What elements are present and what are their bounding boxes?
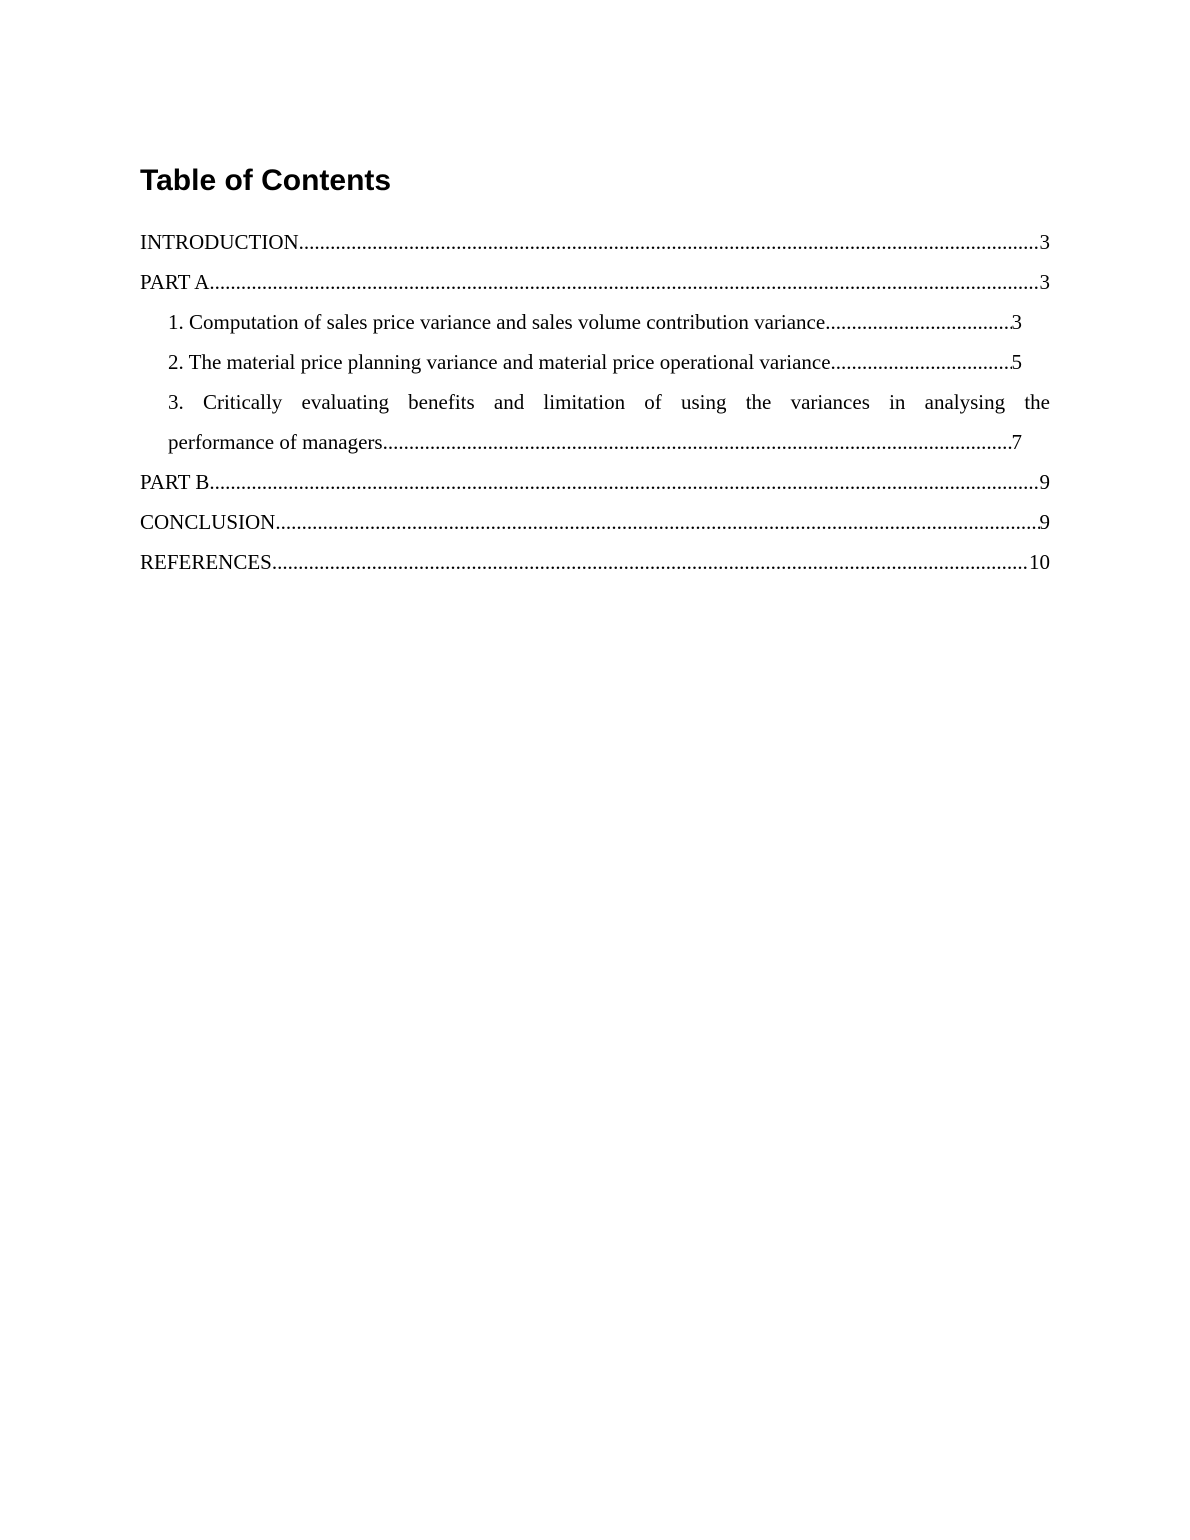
toc-page-number: 7 xyxy=(1011,430,1022,454)
toc-page-number: 10 xyxy=(1029,550,1050,574)
toc-page-number: 3 xyxy=(1011,310,1022,334)
dot-leader xyxy=(383,422,1012,462)
toc-entry-material-variance[interactable] xyxy=(168,342,1022,382)
toc-entry-part-a[interactable] xyxy=(140,262,1050,302)
toc-entry-label: PART A xyxy=(140,270,210,294)
toc-page-number: 9 xyxy=(1039,510,1050,534)
dot-leader xyxy=(825,302,1011,342)
toc-entry-label: 1. Computation of sales price variance and sales volume contribution variance xyxy=(168,310,826,334)
dot-leader xyxy=(209,462,1039,502)
dot-leader xyxy=(272,542,1029,582)
toc-page-number: 3 xyxy=(1039,230,1050,254)
toc-entry-part-b[interactable] xyxy=(140,462,1050,502)
dot-leader xyxy=(275,502,1039,542)
toc-entry-sales-variance[interactable] xyxy=(168,302,1022,342)
toc-entry-label-line1: 3. Critically evaluating benefits and limitation of using the variances in analysing the xyxy=(168,390,1050,414)
dot-leader xyxy=(831,342,1012,382)
toc-entry-label: PART B xyxy=(140,470,210,494)
toc-heading: Table of Contents xyxy=(140,164,392,197)
toc-entry-label: 2. The material price planning variance and material price operational variance xyxy=(168,350,831,374)
toc-entry-evaluating-variances[interactable] xyxy=(168,382,1050,462)
toc-list xyxy=(140,222,1050,582)
toc-page-number: 9 xyxy=(1039,470,1050,494)
toc-entry-label-line2: performance of managers xyxy=(168,430,383,454)
toc-page-number: 5 xyxy=(1011,350,1022,374)
toc-page-number: 3 xyxy=(1039,270,1050,294)
toc-entry-label: REFERENCES xyxy=(140,550,272,574)
toc-entry-label: CONCLUSION xyxy=(140,510,276,534)
toc-entry-conclusion[interactable] xyxy=(140,502,1050,542)
toc-entry-introduction[interactable] xyxy=(140,222,1050,262)
toc-entry-references[interactable] xyxy=(140,542,1050,582)
dot-leader xyxy=(209,262,1039,302)
toc-entry-line2 xyxy=(168,422,1022,462)
dot-leader xyxy=(299,222,1040,262)
toc-entry-label: INTRODUCTION xyxy=(140,230,299,254)
